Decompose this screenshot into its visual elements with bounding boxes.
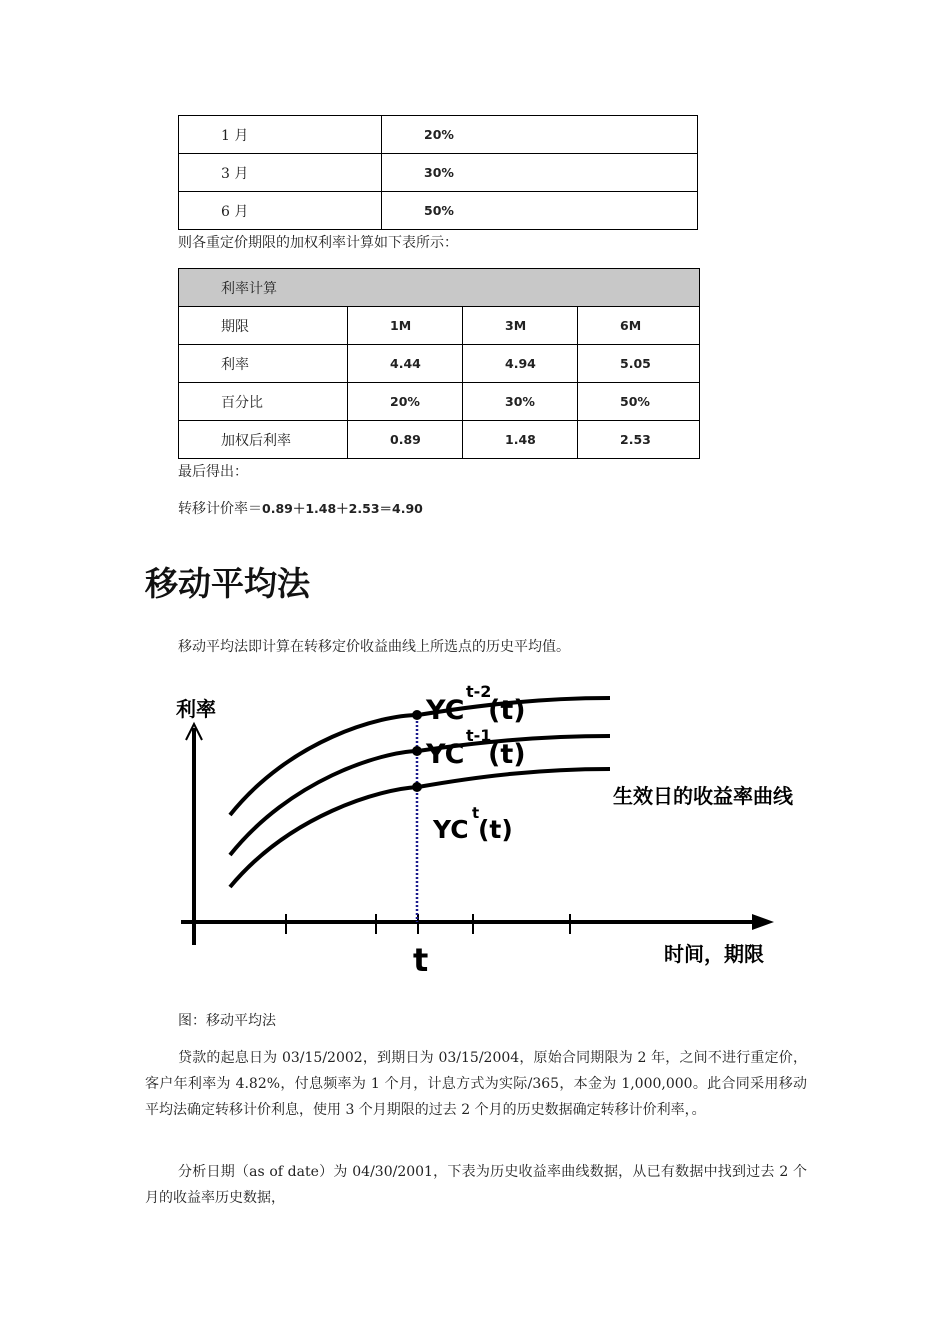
table-cell: 4.44 — [348, 345, 463, 383]
table-cell: 0.89 — [348, 421, 463, 459]
table-cell: 1 月 — [179, 116, 382, 154]
t-label: t — [413, 941, 429, 979]
result-formula — [178, 496, 423, 522]
table-cell: 3M — [463, 307, 578, 345]
table-cell: 4.94 — [463, 345, 578, 383]
table-header: 利率计算 — [179, 269, 700, 307]
table-cell: 30% — [382, 154, 698, 192]
paragraph-loan: 贷款的起息日为 03/15/2002，到期日为 03/15/2004，原始合同期限为 2 年，之间不进行重定价，客户年利率为 4.82%，付息频率为 1 个月，计息方式为实际/365，本金为 1,000,000。此合同采用移动平均法确定转移计价利息，使用 3 个月期限的过去 2 个月的历史数据确定转移计价利率，。 — [145, 1050, 807, 1118]
result-formula-values: 0.89＋1.48＋2.53＝4.90 — [262, 501, 423, 516]
yc-t-minus-1-arg: (t) — [488, 739, 526, 770]
table-cell: 3 月 — [179, 154, 382, 192]
table-row — [179, 116, 698, 154]
row-label: 百分比 — [179, 383, 348, 421]
table-cell: 6 月 — [179, 192, 382, 230]
row-label: 利率 — [179, 345, 348, 383]
moving-average-figure — [0, 680, 950, 990]
rate-calculation-table — [178, 268, 700, 459]
result-label: 最后得出： — [178, 464, 248, 480]
table-cell: 50% — [578, 383, 700, 421]
yc-t-minus-2-base: YC — [426, 695, 465, 726]
yc-t-minus-1-base: YC — [426, 739, 465, 770]
figure-caption: 图：移动平均法 — [178, 1013, 276, 1029]
yc-t-minus-1-sup: t-1 — [466, 726, 492, 745]
table-row — [179, 383, 700, 421]
table-header-row — [179, 269, 700, 307]
table-cell: 20% — [382, 116, 698, 154]
table-cell: 50% — [382, 192, 698, 230]
table-row — [179, 345, 700, 383]
yc-t-minus-2-sup: t-2 — [466, 682, 492, 701]
table-row — [179, 154, 698, 192]
section-intro: 移动平均法即计算在转移定价收益曲线上所选点的历史平均值。 — [178, 639, 570, 655]
yc-t-sup: t — [472, 804, 480, 822]
table-row — [179, 421, 700, 459]
table-cell: 2.53 — [578, 421, 700, 459]
y-axis-label: 利率 — [176, 697, 216, 721]
yc-t-arg: (t) — [478, 815, 513, 844]
point-t-minus-1 — [412, 746, 422, 756]
row-label: 加权后利率 — [179, 421, 348, 459]
point-t-minus-2 — [412, 710, 422, 720]
result-formula-prefix: 转移计价率＝ — [178, 501, 262, 517]
curve-label: 生效日的收益率曲线 — [613, 784, 793, 808]
row-label: 期限 — [179, 307, 348, 345]
table-cell: 1M — [348, 307, 463, 345]
yc-t-base: YC — [433, 815, 469, 844]
table-cell: 30% — [463, 383, 578, 421]
table-row — [179, 307, 700, 345]
table-row — [179, 192, 698, 230]
paragraph-analysis: 分析日期（as of date）为 04/30/2001，下表为历史收益率曲线数据，从已有数据中找到过去 2 个月的收益率历史数据， — [145, 1164, 807, 1206]
table-cell: 6M — [578, 307, 700, 345]
yc-t-minus-2-arg: (t) — [488, 695, 526, 726]
section-title: 移动平均法 — [145, 564, 310, 603]
table-cell: 20% — [348, 383, 463, 421]
table-cell: 1.48 — [463, 421, 578, 459]
table-cell: 5.05 — [578, 345, 700, 383]
intro-line: 则各重定价期限的加权利率计算如下表所示： — [178, 235, 458, 251]
x-axis-label: 时间，期限 — [664, 942, 764, 966]
term-weight-table — [178, 115, 698, 230]
x-axis-arrow — [752, 914, 774, 930]
point-t — [412, 782, 422, 792]
